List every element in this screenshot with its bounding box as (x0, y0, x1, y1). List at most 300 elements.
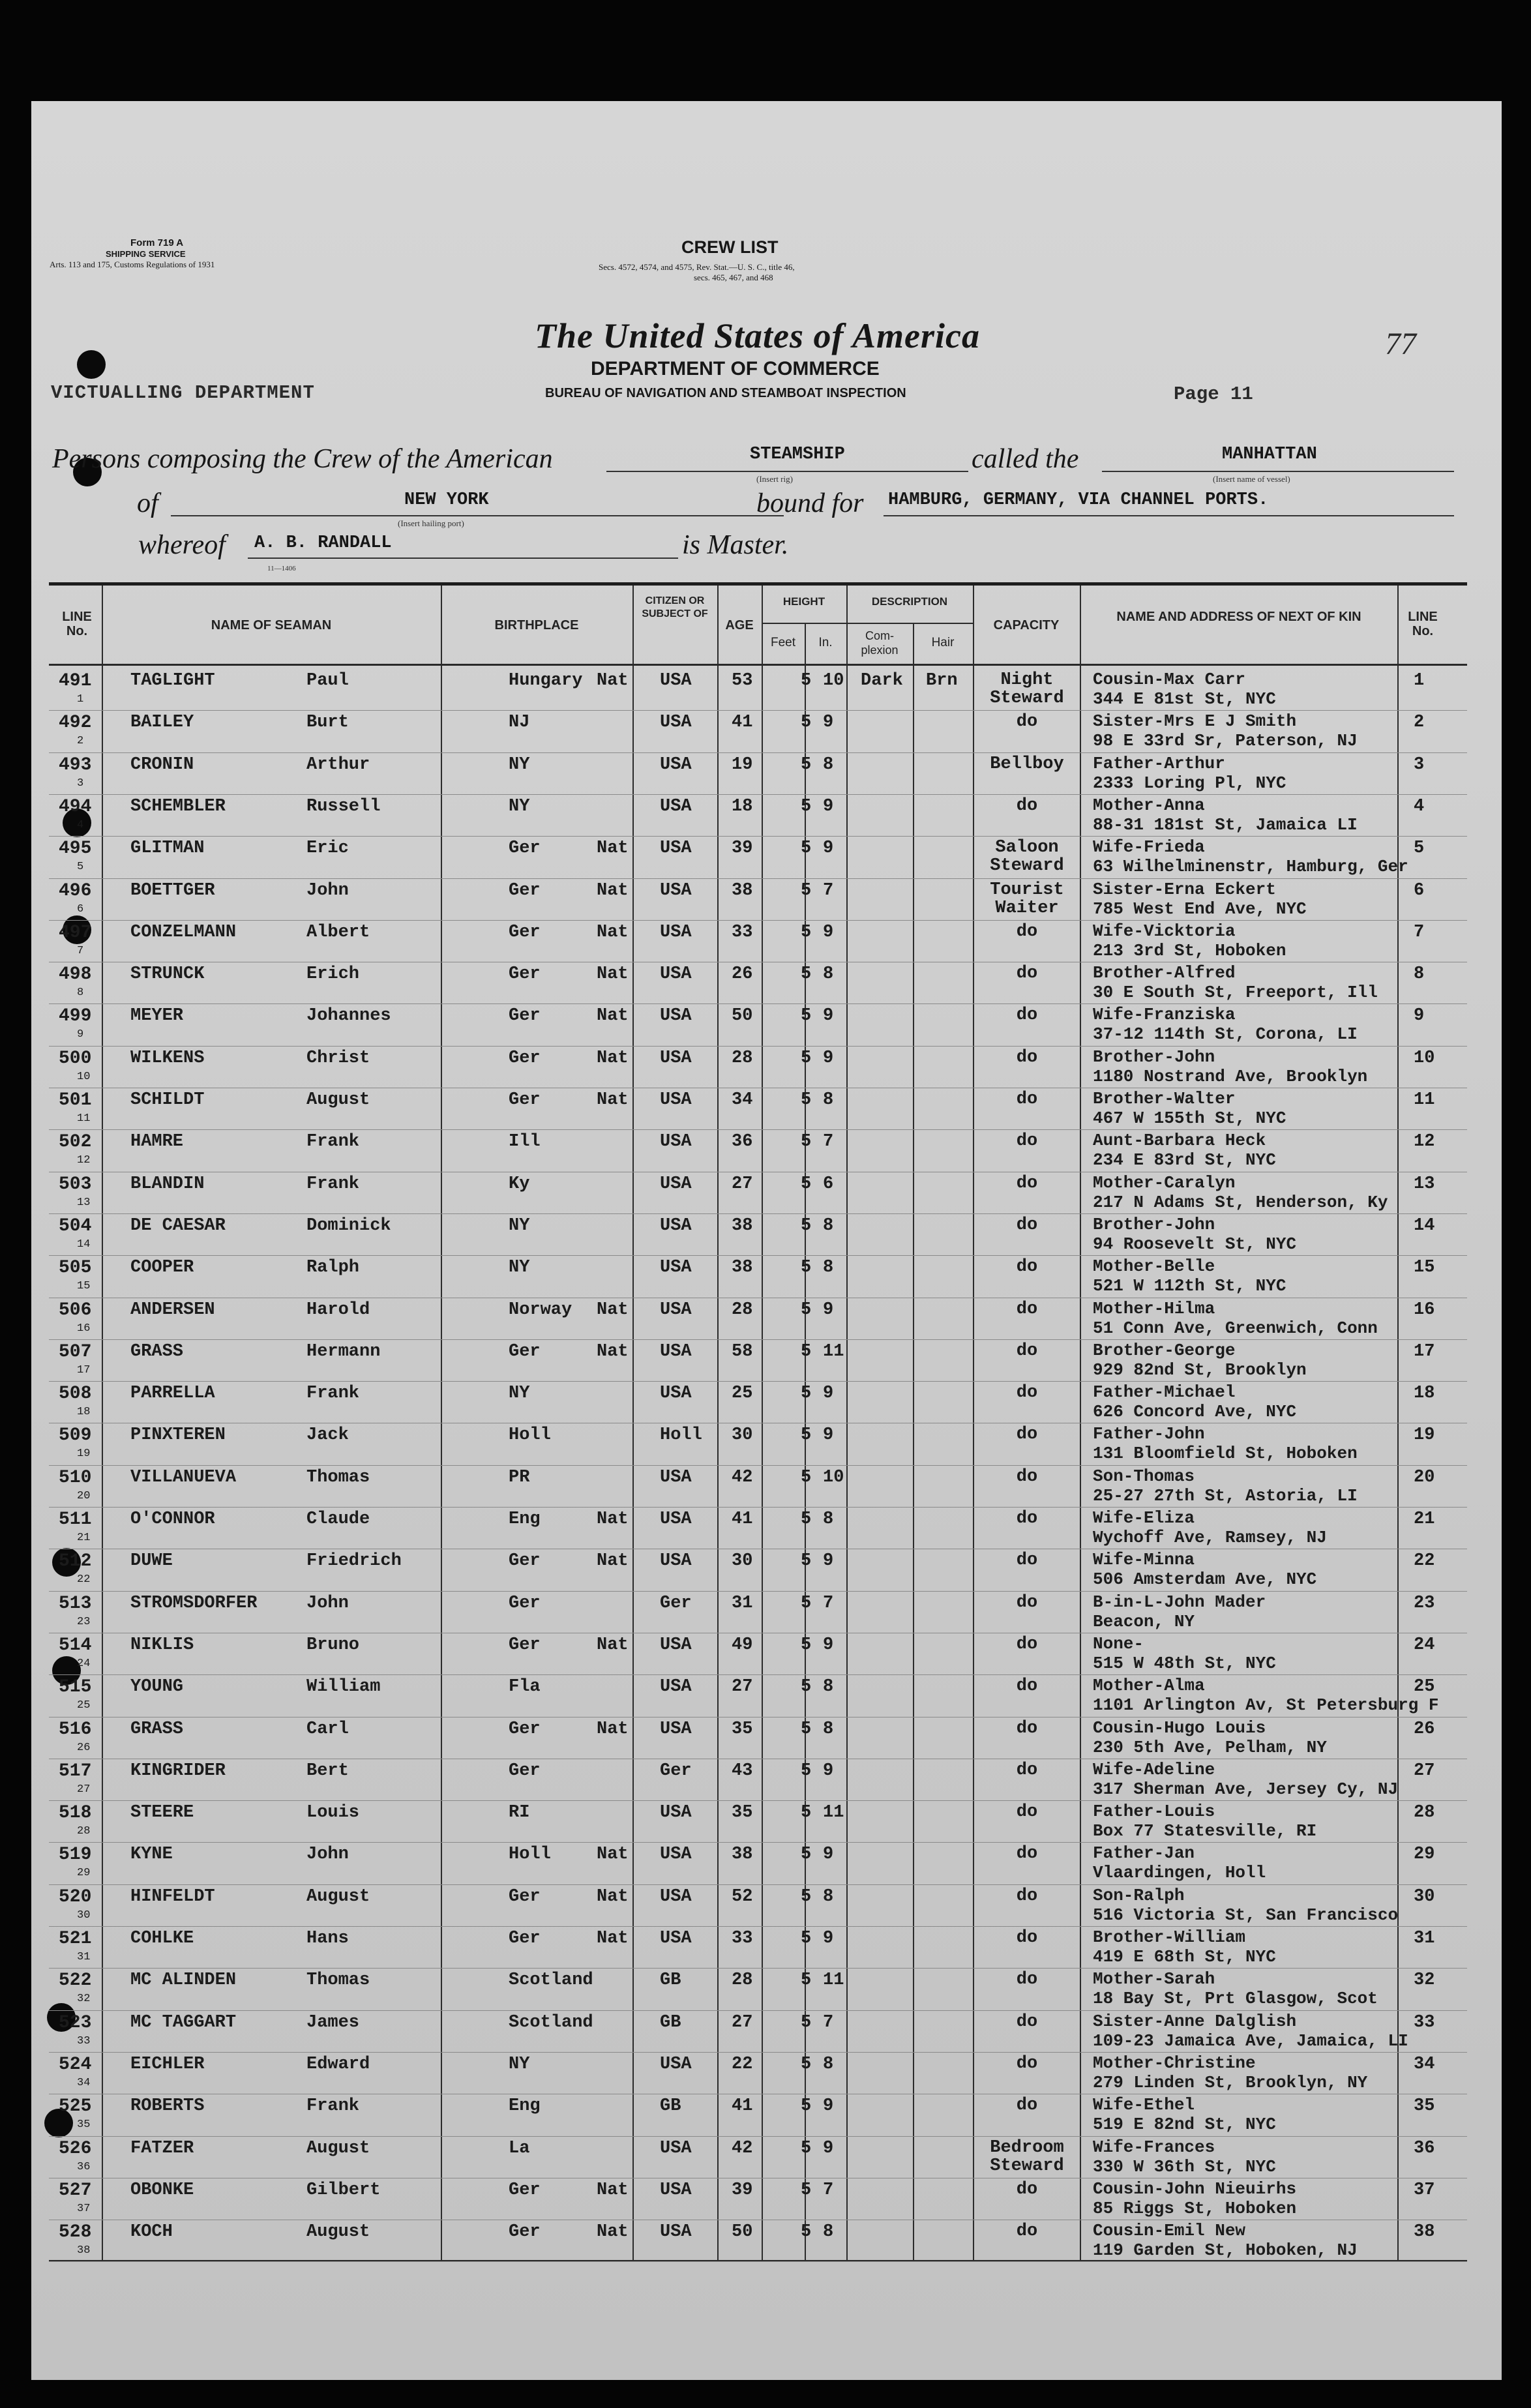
next-of-kin-address: Box 77 Statesville, RI (1093, 1821, 1317, 1841)
line-number: 523 (59, 2012, 92, 2033)
seaman-surname: MC ALINDEN (130, 1970, 237, 1991)
age: 28 (732, 1048, 753, 1068)
line-number: 500 (59, 1048, 92, 1069)
seaman-given-name: Erich (306, 964, 360, 985)
age: 43 (732, 1761, 753, 1781)
line-index: 31 (77, 1951, 91, 1963)
line-number: 527 (59, 2180, 92, 2201)
capacity: do (1016, 1047, 1038, 1067)
line-index: 7 (77, 944, 84, 957)
next-of-kin-address: 516 Victoria St, San Francisco (1093, 1905, 1399, 1925)
line-number-right: 36 (1414, 2138, 1435, 2158)
whereof-label: whereof (138, 530, 226, 560)
age: 38 (732, 880, 753, 900)
citizenship: USA (660, 2222, 692, 2242)
capacity: do (1016, 1425, 1038, 1445)
line-number: 521 (59, 1929, 92, 1949)
seaman-surname: BOETTGER (130, 880, 215, 900)
height-inches: 9 (823, 1929, 834, 1948)
citizenship: GB (660, 2096, 681, 2117)
birthplace: NJ (509, 713, 530, 733)
citizenship: USA (660, 1635, 692, 1655)
line-number-right: 31 (1414, 1929, 1435, 1948)
line-number-right: 20 (1414, 1467, 1435, 1487)
statute-line-2: secs. 465, 467, and 468 (694, 273, 773, 282)
next-of-kin-name: B-in-L-John Mader (1093, 1592, 1266, 1612)
seaman-given-name: Frank (306, 1132, 360, 1152)
complexion: Dark (861, 671, 903, 691)
age: 30 (732, 1551, 753, 1571)
next-of-kin-name: Father-Arthur (1093, 753, 1225, 773)
line-number: 493 (59, 754, 92, 775)
next-of-kin-address: 344 E 81st St, NYC (1093, 689, 1276, 709)
handwritten-number: 77 (1385, 327, 1416, 361)
citizenship: USA (660, 1677, 692, 1697)
next-of-kin-name: Mother-Alma (1093, 1676, 1205, 1696)
line-number-right: 5 (1414, 839, 1425, 859)
line-number-right: 9 (1414, 1006, 1425, 1026)
naturalized-mark: Nat (597, 1551, 629, 1571)
line-number: 519 (59, 1845, 92, 1865)
next-of-kin-name: Wife-Minna (1093, 1550, 1195, 1570)
age: 28 (732, 1300, 753, 1320)
line-number: 524 (59, 2054, 92, 2075)
height-inches: 8 (823, 2222, 834, 2242)
age: 42 (732, 1467, 753, 1487)
line-number: 497 (59, 922, 92, 943)
age: 36 (732, 1132, 753, 1152)
height-inches: 8 (823, 1090, 834, 1110)
citizenship: USA (660, 964, 692, 985)
citizenship: USA (660, 1174, 692, 1194)
naturalized-mark: Nat (597, 1845, 629, 1865)
next-of-kin-name: Mother-Hilma (1093, 1298, 1215, 1318)
country-heading: The United States of America (535, 316, 980, 355)
next-of-kin-address: 131 Bloomfield St, Hoboken (1093, 1444, 1358, 1464)
bureau-heading: BUREAU OF NAVIGATION AND STEAMBOAT INSPECTION (545, 386, 906, 400)
line-index: 32 (77, 1993, 91, 2006)
line-number-right: 17 (1414, 1341, 1435, 1361)
capacity: Night Steward (990, 670, 1064, 708)
line-number-right: 34 (1414, 2054, 1435, 2074)
form-regulations: Arts. 113 and 175, Customs Regulations of 1931 (50, 260, 215, 269)
line-number: 492 (59, 713, 92, 734)
capacity: do (1016, 2222, 1038, 2242)
row-divider (49, 878, 1467, 879)
seaman-surname: SCHEMBLER (130, 796, 226, 816)
citizenship: USA (660, 1467, 692, 1487)
line-index: 18 (77, 1406, 91, 1419)
next-of-kin-name: Cousin-John Nieuirhs (1093, 2178, 1297, 2199)
line-index: 9 (77, 1028, 84, 1041)
next-of-kin-address: 213 3rd St, Hoboken (1093, 940, 1286, 960)
naturalized-mark: Nat (597, 1929, 629, 1948)
row-divider (49, 1465, 1467, 1466)
line-index: 38 (77, 2244, 91, 2257)
next-of-kin-name: Brother-Alfred (1093, 963, 1236, 983)
citizenship: USA (660, 796, 692, 816)
seaman-given-name: Eric (306, 839, 349, 859)
next-of-kin-name: Wife-Franziska (1093, 1005, 1236, 1025)
height-feet: 5 (801, 1425, 812, 1446)
age: 35 (732, 1803, 753, 1823)
form-number: Form 719 A (130, 237, 184, 248)
line-number: 528 (59, 2222, 92, 2243)
height-inches: 8 (823, 1886, 834, 1907)
line-number-right: 25 (1414, 1677, 1435, 1697)
naturalized-mark: Nat (597, 839, 629, 859)
next-of-kin-address: 25-27 27th St, Astoria, LI (1093, 1485, 1358, 1506)
citizenship: USA (660, 1509, 692, 1529)
line-number-right: 8 (1414, 964, 1425, 985)
naturalized-mark: Nat (597, 964, 629, 985)
birthplace: Ger (509, 1551, 541, 1571)
birthplace: Ger (509, 1761, 541, 1781)
seaman-given-name: Frank (306, 2096, 360, 2117)
seaman-given-name: Paul (306, 671, 349, 691)
master-underline (248, 557, 678, 559)
seaman-surname: ANDERSEN (130, 1300, 215, 1320)
next-of-kin-name: Cousin-Max Carr (1093, 670, 1246, 689)
birthplace: La (509, 2138, 530, 2158)
seaman-given-name: John (306, 1845, 349, 1865)
line-number-right: 32 (1414, 1970, 1435, 1991)
line-number: 513 (59, 1593, 92, 1614)
crew-list-title: CREW LIST (681, 237, 779, 257)
col-header-inches: In. (818, 636, 833, 649)
of-label: of (137, 488, 158, 518)
height-feet: 5 (801, 880, 812, 900)
port-underline (171, 515, 784, 516)
next-of-kin-address: 419 E 68th St, NYC (1093, 1947, 1276, 1967)
age: 19 (732, 754, 753, 775)
line-number: 506 (59, 1300, 92, 1320)
capacity: do (1016, 1928, 1038, 1948)
birthplace: Ger (509, 1341, 541, 1361)
next-of-kin-name: Son-Thomas (1093, 1466, 1195, 1486)
row-divider (49, 920, 1467, 921)
height-inches: 8 (823, 2054, 834, 2074)
line-index: 14 (77, 1238, 91, 1251)
next-of-kin-address: 109-23 Jamaica Ave, Jamaica, LI (1093, 2030, 1408, 2051)
height-inches: 11 (823, 1341, 844, 1361)
seaman-surname: FATZER (130, 2138, 194, 2158)
height-feet: 5 (801, 2180, 812, 2200)
line-number: 515 (59, 1677, 92, 1698)
birthplace: Ger (509, 1929, 541, 1948)
age: 38 (732, 1258, 753, 1278)
line-index: 8 (77, 987, 84, 1000)
height-feet: 5 (801, 2138, 812, 2158)
height-inches: 7 (823, 2180, 834, 2200)
naturalized-mark: Nat (597, 1719, 629, 1739)
rig-value: STEAMSHIP (750, 445, 845, 464)
seaman-surname: VILLANUEVA (130, 1467, 237, 1487)
height-feet: 5 (801, 1090, 812, 1110)
seaman-surname: ROBERTS (130, 2096, 205, 2117)
next-of-kin-address: 217 N Adams St, Henderson, Ky (1093, 1192, 1388, 1212)
height-feet: 5 (801, 1258, 812, 1278)
row-divider (49, 1926, 1467, 1927)
height-inches: 9 (823, 922, 834, 942)
row-divider (49, 1381, 1467, 1382)
height-feet: 5 (801, 1467, 812, 1487)
col-header-citizen: CITIZEN OR SUBJECT OF (642, 595, 708, 619)
line-index: 13 (77, 1196, 91, 1209)
next-of-kin-name: Wife-Frieda (1093, 837, 1205, 857)
row-divider (49, 1255, 1467, 1256)
age: 33 (732, 922, 753, 942)
birthplace: Ger (509, 1886, 541, 1907)
height-inches: 11 (823, 1970, 844, 1991)
capacity: Bellboy (990, 754, 1064, 774)
next-of-kin-name: Brother-John (1093, 1047, 1215, 1067)
seaman-given-name: John (306, 1593, 349, 1613)
col-header-feet: Feet (770, 636, 796, 649)
next-of-kin-name: Cousin-Emil New (1093, 2221, 1246, 2241)
line-number: 517 (59, 1761, 92, 1781)
birthplace: Ger (509, 839, 541, 859)
height-feet: 5 (801, 1970, 812, 1991)
age: 30 (732, 1425, 753, 1446)
col-header-age: AGE (725, 618, 754, 632)
seaman-given-name: Russell (306, 796, 381, 816)
next-of-kin-address: 521 W 112th St, NYC (1093, 1276, 1286, 1296)
col-header-name: NAME OF SEAMAN (211, 618, 332, 632)
seaman-given-name: August (306, 1090, 370, 1110)
capacity: Saloon Steward (990, 838, 1064, 876)
col-header-birthplace: BIRTHPLACE (494, 618, 579, 632)
naturalized-mark: Nat (597, 1341, 629, 1361)
seaman-given-name: Friedrich (306, 1551, 402, 1571)
birthplace: Ger (509, 1719, 541, 1739)
line-index: 30 (77, 1909, 91, 1922)
birthplace: PR (509, 1467, 530, 1487)
capacity: do (1016, 2096, 1038, 2116)
line-number: 511 (59, 1509, 92, 1530)
age: 50 (732, 1006, 753, 1026)
next-of-kin-name: Sister-Erna Eckert (1093, 879, 1276, 899)
line-number: 495 (59, 839, 92, 859)
citizenship: USA (660, 1215, 692, 1236)
capacity: do (1016, 1802, 1038, 1822)
line-index: 20 (77, 1489, 91, 1502)
seaman-surname: OBONKE (130, 2180, 194, 2200)
line-index: 21 (77, 1532, 91, 1544)
age: 22 (732, 2054, 753, 2074)
line-number-right: 3 (1414, 754, 1425, 775)
age: 27 (732, 1174, 753, 1194)
col-rule (913, 623, 914, 2261)
citizenship: Holl (660, 1425, 702, 1446)
seaman-surname: CRONIN (130, 754, 194, 775)
naturalized-mark: Nat (597, 1048, 629, 1068)
next-of-kin-name: Mother-Caralyn (1093, 1172, 1236, 1193)
row-divider (49, 2010, 1467, 2011)
next-of-kin-address: 2333 Loring Pl, NYC (1093, 773, 1286, 793)
naturalized-mark: Nat (597, 1635, 629, 1655)
citizenship: USA (660, 1048, 692, 1068)
next-of-kin-address: 506 Amsterdam Ave, NYC (1093, 1569, 1317, 1590)
next-of-kin-name: Brother-George (1093, 1340, 1236, 1360)
age: 42 (732, 2138, 753, 2158)
height-feet: 5 (801, 2054, 812, 2074)
next-of-kin-address: 626 Concord Ave, NYC (1093, 1402, 1297, 1422)
seaman-given-name: Harold (306, 1300, 370, 1320)
height-feet: 5 (801, 1635, 812, 1655)
height-inches: 7 (823, 1132, 834, 1152)
line-number-right: 11 (1414, 1090, 1435, 1110)
seaman-surname: SCHILDT (130, 1090, 205, 1110)
line-number: 526 (59, 2138, 92, 2159)
next-of-kin-name: Sister-Anne Dalglish (1093, 2011, 1297, 2031)
seaman-given-name: Thomas (306, 1467, 370, 1487)
line-index: 15 (77, 1280, 91, 1293)
line-number: 525 (59, 2096, 92, 2117)
line-index: 25 (77, 1699, 91, 1712)
birthplace: Ger (509, 1593, 541, 1613)
height-inches: 8 (823, 964, 834, 985)
naturalized-mark: Nat (597, 880, 629, 900)
row-divider (49, 1800, 1467, 1801)
seaman-given-name: Louis (306, 1803, 360, 1823)
age: 41 (732, 713, 753, 733)
next-of-kin-name: Mother-Belle (1093, 1256, 1215, 1277)
citizenship: USA (660, 1886, 692, 1907)
line-number-right: 23 (1414, 1593, 1435, 1613)
line-number: 498 (59, 964, 92, 985)
capacity: do (1016, 1341, 1038, 1361)
age: 27 (732, 2012, 753, 2032)
line-number: 504 (59, 1215, 92, 1236)
next-of-kin-address: 94 Roosevelt St, NYC (1093, 1234, 1297, 1254)
age: 52 (732, 1886, 753, 1907)
col-header-line-no-right: LINE No. (1408, 610, 1438, 638)
age: 34 (732, 1090, 753, 1110)
line-number-right: 33 (1414, 2012, 1435, 2032)
row-divider (49, 1591, 1467, 1592)
line-index: 1 (77, 693, 84, 706)
capacity: do (1016, 1634, 1038, 1654)
called-the-label: called the (972, 444, 1079, 474)
line-number-right: 7 (1414, 922, 1425, 942)
next-of-kin-address: 279 Linden St, Brooklyn, NY (1093, 2072, 1368, 2092)
height-inches: 8 (823, 1719, 834, 1739)
punch-hole (77, 350, 106, 379)
capacity: do (1016, 1718, 1038, 1738)
row-divider (49, 1003, 1467, 1004)
capacity: do (1016, 1090, 1038, 1109)
next-of-kin-name: Sister-Mrs E J Smith (1093, 711, 1297, 732)
line-number: 514 (59, 1635, 92, 1656)
seaman-surname: TAGLIGHT (130, 671, 215, 691)
birthplace: Holl (509, 1425, 551, 1446)
capacity: do (1016, 1215, 1038, 1235)
master-value: A. B. RANDALL (254, 533, 392, 553)
citizenship: USA (660, 1132, 692, 1152)
capacity: do (1016, 2179, 1038, 2199)
birthplace: Holl (509, 1845, 551, 1865)
next-of-kin-name: Mother-Anna (1093, 795, 1205, 815)
birthplace: Fla (509, 1677, 541, 1697)
line-index: 10 (77, 1070, 91, 1083)
line-number: 518 (59, 1803, 92, 1824)
citizenship: Ger (660, 1593, 692, 1613)
height-feet: 5 (801, 1048, 812, 1068)
line-number: 507 (59, 1341, 92, 1362)
col-header-height: HEIGHT (782, 595, 825, 608)
line-index: 27 (77, 1783, 91, 1796)
capacity: do (1016, 2012, 1038, 2032)
birthplace: Ger (509, 2222, 541, 2242)
row-divider (49, 1842, 1467, 1843)
next-of-kin-address: 929 82nd St, Brooklyn (1093, 1360, 1307, 1380)
citizenship: USA (660, 839, 692, 859)
line-number: 496 (59, 880, 92, 901)
citizenship: USA (660, 713, 692, 733)
seaman-surname: PINXTEREN (130, 1425, 226, 1446)
form-service: SHIPPING SERVICE (106, 249, 186, 259)
height-inches: 9 (823, 1006, 834, 1026)
line-number-right: 21 (1414, 1509, 1435, 1529)
citizenship: USA (660, 922, 692, 942)
height-inches: 7 (823, 1593, 834, 1613)
capacity: do (1016, 1131, 1038, 1152)
line-index: 34 (77, 2076, 91, 2089)
naturalized-mark: Nat (597, 671, 629, 691)
height-feet: 5 (801, 1341, 812, 1361)
citizenship: USA (660, 671, 692, 691)
seaman-surname: NIKLIS (130, 1635, 194, 1655)
seaman-surname: HAMRE (130, 1132, 184, 1152)
line-number-right: 18 (1414, 1384, 1435, 1404)
line-index: 3 (77, 777, 84, 790)
line-number-right: 2 (1414, 713, 1425, 733)
statute-line-1: Secs. 4572, 4574, and 4575, Rev. Stat.—U. S. C., title 46, (599, 262, 795, 272)
capacity: do (1016, 1844, 1038, 1864)
line-index: 17 (77, 1363, 91, 1376)
line-number-right: 22 (1414, 1551, 1435, 1571)
capacity: do (1016, 1970, 1038, 1990)
height-inches: 9 (823, 1845, 834, 1865)
col-header-complexion: Com-plexion (861, 629, 899, 657)
height-inches: 9 (823, 1384, 834, 1404)
line-index: 23 (77, 1615, 91, 1628)
seaman-surname: HINFELDT (130, 1886, 215, 1907)
height-inches: 8 (823, 1258, 834, 1278)
next-of-kin-name: Wife-Ethel (1093, 2095, 1195, 2115)
seaman-given-name: Hermann (306, 1341, 381, 1361)
capacity: do (1016, 712, 1038, 732)
capacity: do (1016, 1886, 1038, 1906)
capacity: do (1016, 1466, 1038, 1487)
next-of-kin-address: 1180 Nostrand Ave, Brooklyn (1093, 1066, 1368, 1086)
height-inches: 8 (823, 754, 834, 775)
naturalized-mark: Nat (597, 922, 629, 942)
height-feet: 5 (801, 1215, 812, 1236)
rig-caption: (Insert rig) (756, 474, 793, 484)
next-of-kin-name: Brother-Walter (1093, 1089, 1236, 1108)
line-number-right: 14 (1414, 1215, 1435, 1236)
next-of-kin-name: Wife-Frances (1093, 2137, 1215, 2157)
page-number: Page 11 (1174, 383, 1253, 405)
next-of-kin-name: Mother-Christine (1093, 2053, 1256, 2073)
seaman-surname: STEERE (130, 1803, 194, 1823)
capacity: do (1016, 1257, 1038, 1277)
citizenship: USA (660, 2180, 692, 2200)
height-inches: 9 (823, 1635, 834, 1655)
row-divider (49, 1046, 1467, 1047)
